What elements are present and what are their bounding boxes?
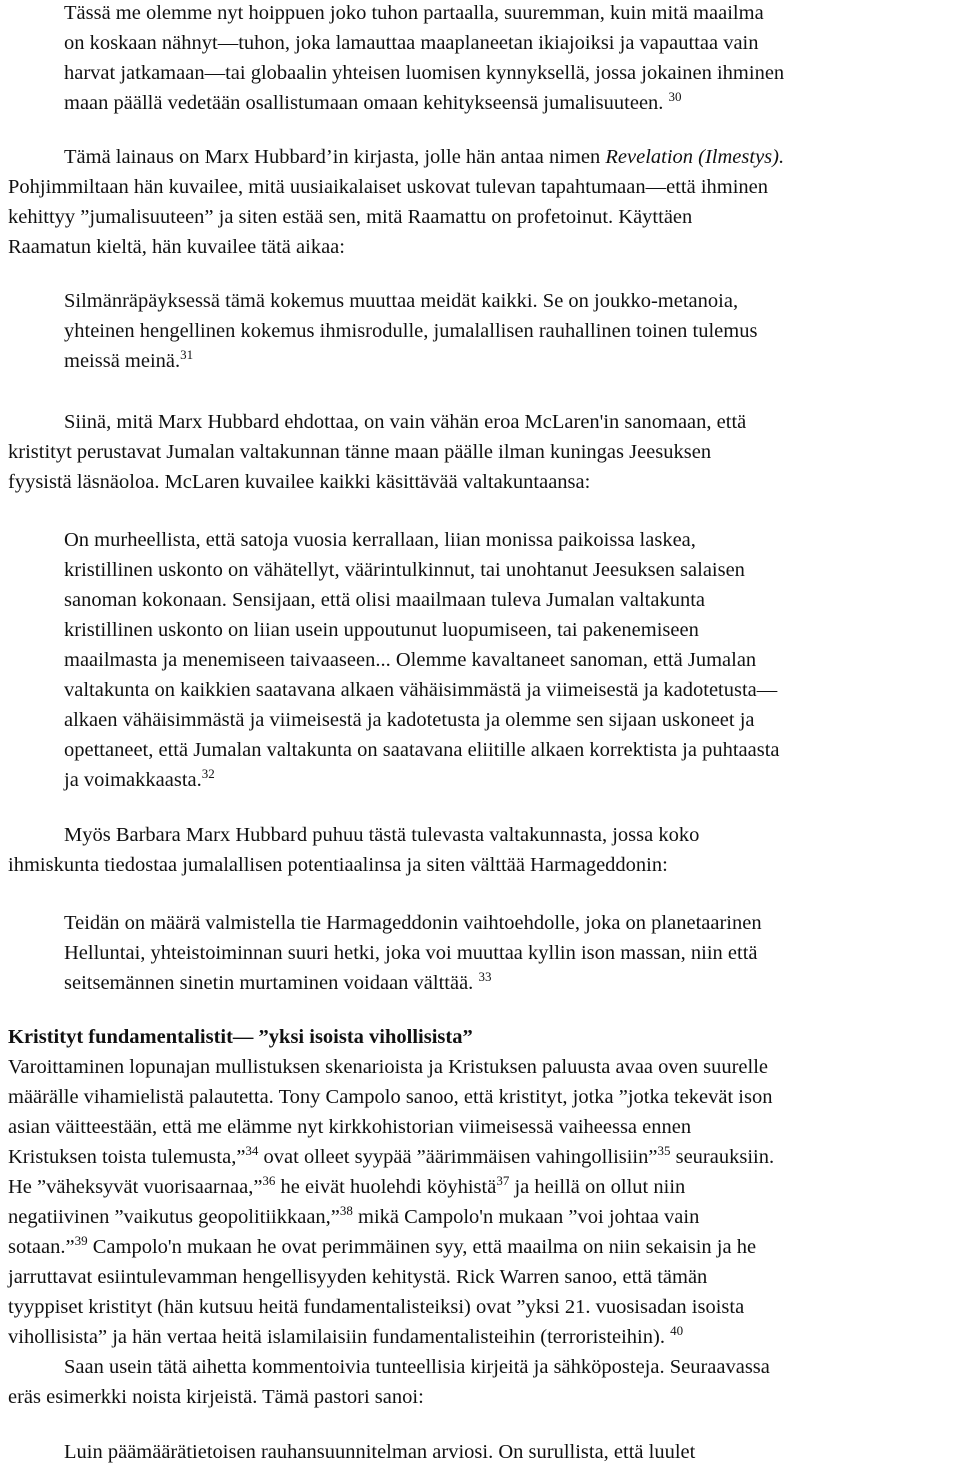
text-line xyxy=(8,1232,756,1262)
text-span: meissä meinä. xyxy=(64,350,181,372)
text-span: mikä Campolo'n mukaan ”voi johtaa vain xyxy=(352,1206,700,1228)
text-line xyxy=(8,1322,683,1352)
book-title: Revelation (Ilmestys). xyxy=(605,146,785,168)
section-heading: Kristityt fundamentalistit— ”yksi isoista vihollisista” xyxy=(8,1026,473,1048)
text-line: jarruttavat esiintulevamman hengellisyyden kehitystä. Rick Warren sanoo, että tämän xyxy=(8,1266,708,1288)
text-line: Varoittaminen lopunajan mullistuksen skenarioista ja Kristuksen paluusta avaa oven suurelle xyxy=(8,1056,769,1078)
text-span: seitsemännen sinetin murtaminen voidaan välttää. xyxy=(64,972,474,994)
text-line: on koskaan nähnyt—tuhon, joka lamauttaa maaplaneetan ikiajoiksi ja vapauttaa vain xyxy=(64,32,759,54)
footnote-ref-35[interactable]: 35 xyxy=(657,1143,671,1158)
footnote-ref-32[interactable]: 32 xyxy=(201,766,215,781)
footnote-ref-36[interactable]: 36 xyxy=(262,1173,276,1188)
text-line: On murheellista, että satoja vuosia kerrallaan, liian monissa paikoissa laskea, xyxy=(64,529,696,551)
text-line xyxy=(64,88,682,118)
text-span: He ”väheksyvät vuorisaarnaa,” xyxy=(8,1176,263,1198)
text-span: ja voimakkaasta. xyxy=(64,769,202,791)
text-span: negatiivinen ”vaikutus geopolitiikkaan,” xyxy=(8,1206,340,1228)
footnote-ref-31[interactable]: 31 xyxy=(180,347,194,362)
text-line: Tässä me olemme nyt hoippuen joko tuhon partaalla, suuremman, kuin mitä maailma xyxy=(64,2,764,24)
text-line: Silmänräpäyksessä tämä kokemus muuttaa meidät kaikki. Se on joukko-metanoia, xyxy=(64,290,739,312)
text-line: kristillinen uskonto on liian usein uppoutunut luopumiseen, tai pakenemiseen xyxy=(64,619,699,641)
text-line: opettaneet, että Jumalan valtakunta on saatavana eliitille alkaen korrektista ja puhtaasta xyxy=(64,739,780,761)
text-span: Campolo'n mukaan he ovat perimmäinen syy, että maailma on niin sekaisin ja he xyxy=(87,1236,757,1258)
text-line: maailmasta ja menemiseen taivaaseen... Olemme kavaltaneet sanoman, että Jumalan xyxy=(64,649,757,671)
text-line: kehittyy ”jumalisuuteen” ja siten estää sen, mitä Raamattu on profetoinut. Käyttäen xyxy=(8,206,693,228)
text-line: harvat jatkamaan—tai globaalin yhteisen luomisen kynnyksellä, jossa jokainen ihminen xyxy=(64,62,785,84)
text-span: vihollisista” ja hän vertaa heitä islamilaisiin fundamentalisteihin (terroristeihin). xyxy=(8,1326,665,1348)
text-span: ovat olleet syypää ”äärimmäisen vahingollisiin” xyxy=(258,1146,658,1168)
text-line: Myös Barbara Marx Hubbard puhuu tästä tulevasta valtakunnasta, jossa koko xyxy=(64,824,700,846)
text-line: määrälle vihamielistä palautetta. Tony Campolo sanoo, että kristityt, jotka ”jotka tekevät ison xyxy=(8,1086,773,1108)
text-span: seurauksiin. xyxy=(670,1146,775,1168)
text-line: kristityt perustavat Jumalan valtakunnan tänne maan päälle ilman kuningas Jeesuksen xyxy=(8,441,712,463)
text-line: kristillinen uskonto on vähätellyt, väärintulkinnut, tai unohtanut Jeesuksen salaisen xyxy=(64,559,745,581)
footnote-ref-30[interactable]: 30 xyxy=(668,89,682,104)
text-line xyxy=(64,346,193,376)
text-line: eräs esimerkki noista kirjeistä. Tämä pastori sanoi: xyxy=(8,1386,424,1408)
footnote-ref-34[interactable]: 34 xyxy=(245,1143,259,1158)
footnote-ref-39[interactable]: 39 xyxy=(74,1233,88,1248)
text-line: sanoman kokonaan. Sensijaan, että olisi maailmaan tuleva Jumalan valtakunta xyxy=(64,589,706,611)
text-line: Helluntai, yhteistoiminnan suuri hetki, joka voi muuttaa kyllin ison massan, niin että xyxy=(64,942,758,964)
footnote-ref-33[interactable]: 33 xyxy=(478,969,492,984)
text-line: ihmiskunta tiedostaa jumalallisen potentiaalinsa ja siten välttää Harmageddonin: xyxy=(8,854,668,876)
text-line xyxy=(8,1172,685,1202)
text-line: Luin päämäärätietoisen rauhansuunnitelman arviosi. On surullista, että luulet xyxy=(64,1441,696,1463)
text-span: Kristuksen toista tulemusta,” xyxy=(8,1146,246,1168)
text-line xyxy=(64,765,215,795)
text-line: tyyppiset kristityt (hän kutsuu heitä fundamentalisteiksi) ovat ”yksi 21. vuosisadan isoista xyxy=(8,1296,745,1318)
text-line: Pohjimmiltaan hän kuvailee, mitä uusiaikalaiset uskovat tulevan tapahtumaan—että ihminen xyxy=(8,176,769,198)
text-line xyxy=(8,1202,699,1232)
text-line xyxy=(8,1142,774,1172)
text-line: yhteinen hengellinen kokemus ihmisrodulle, jumalallisen rauhallinen toinen tulemus xyxy=(64,320,758,342)
text-line: valtakunta on kaikkien saatavana alkaen vähäisimmästä ja viimeisestä ja kadotetusta— xyxy=(64,679,778,701)
text-span: Tämä lainaus on Marx Hubbard’in kirjasta, jolle hän antaa nimen xyxy=(64,146,606,168)
text-line xyxy=(64,968,491,998)
text-line: Saan usein tätä aihetta kommentoivia tunteellisia kirjeitä ja sähköposteja. Seuraavassa xyxy=(64,1356,770,1378)
text-span: sotaan.” xyxy=(8,1236,75,1258)
footnote-ref-37[interactable]: 37 xyxy=(496,1173,510,1188)
text-line xyxy=(64,142,784,172)
footnote-ref-38[interactable]: 38 xyxy=(339,1203,353,1218)
text-line: Teidän on määrä valmistella tie Harmageddonin vaihtoehdolle, joka on planetaarinen xyxy=(64,912,762,934)
text-span: maan päällä vedetään osallistumaan omaan kehitykseensä jumalisuuteen. xyxy=(64,92,664,114)
text-span: ja heillä on ollut niin xyxy=(509,1176,686,1198)
text-line: fyysistä läsnäoloa. McLaren kuvailee kaikki käsittävää valtakuntaansa: xyxy=(8,471,591,493)
text-line: alkaen vähäisimmästä ja viimeisestä ja kadotetusta ja olemme sen sijaan uskoneet ja xyxy=(64,709,755,731)
text-line: asian väitteestään, että me elämme nyt kirkkohistorian viimeisessä vaiheessa ennen xyxy=(8,1116,692,1138)
text-line: Siinä, mitä Marx Hubbard ehdottaa, on vain vähän eroa McLaren'in sanomaan, että xyxy=(64,411,747,433)
footnote-ref-40[interactable]: 40 xyxy=(670,1323,684,1338)
text-span: he eivät huolehdi köyhistä xyxy=(275,1176,497,1198)
text-line: Raamatun kieltä, hän kuvailee tätä aikaa: xyxy=(8,236,345,258)
